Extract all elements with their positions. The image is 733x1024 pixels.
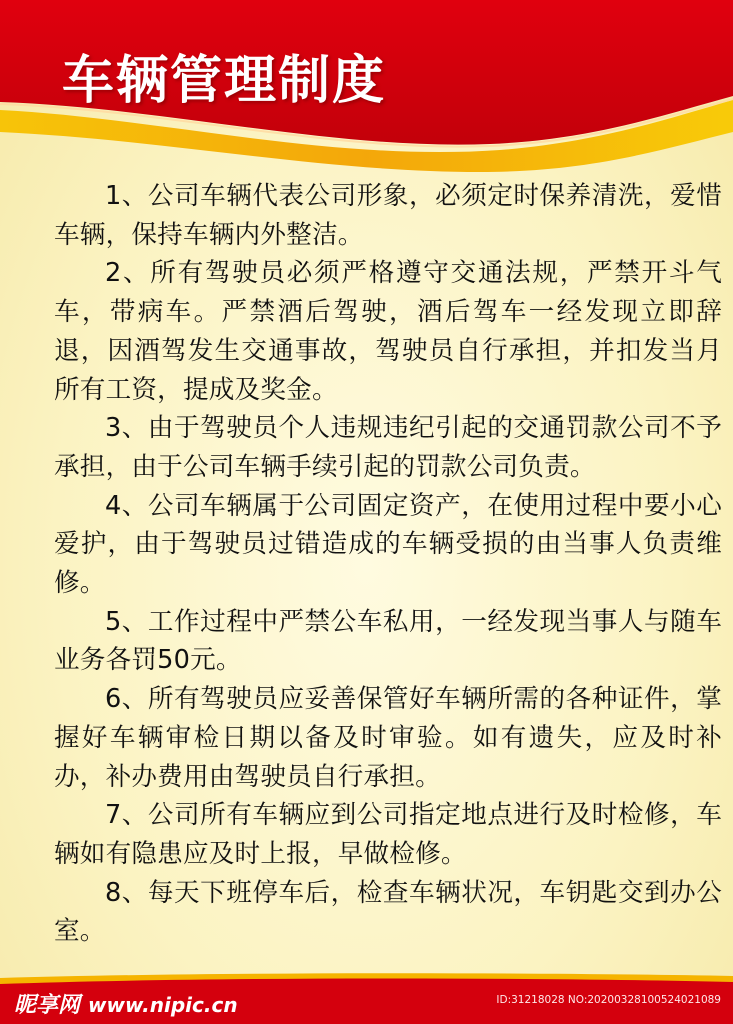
rule-item: 1、公司车辆代表公司形象，必须定时保养清洗，爱惜车辆，保持车辆内外整洁。 <box>54 181 722 250</box>
rule-item: 4、公司车辆属于公司固定资产，在使用过程中要小心爱护，由于驾驶员过错造成的车辆受损的由当事人负责维修。 <box>54 490 722 599</box>
page-title: 车辆管理制度 <box>62 51 387 111</box>
watermark-logo-text: 昵享网 <box>14 993 81 1018</box>
rule-item: 5、工作过程中严禁公车私用，一经发现当事人与随车业务各罚50元。 <box>54 606 722 676</box>
watermark-logo <box>14 988 238 1019</box>
watermark-id: ID:31218028 NO:20200328100524021089 <box>496 994 721 1006</box>
rules-body <box>54 177 722 951</box>
rule-item: 6、所有驾驶员应妥善保管好车辆所需的各种证件，掌握好车辆审检日期以备及时审验。如有遗失，应及时补办，补办费用由驾驶员自行承担。 <box>54 684 722 792</box>
rule-item: 2、所有驾驶员必须严格遵守交通法规，严禁开斗气车，带病车。严禁酒后驾驶，酒后驾车一经发现立即辞退，因酒驾发生交通事故，驾驶员自行承担，并扣发当月所有工资，提成及奖金。 <box>54 258 722 405</box>
rule-item: 8、每天下班停车后，检查车辆状况，车钥匙交到办公室。 <box>54 877 722 947</box>
watermark-url: www.nipic.cn <box>88 993 238 1017</box>
rule-item: 7、公司所有车辆应到公司指定地点进行及时检修，车辆如有隐患应及时上报，早做检修。 <box>54 800 722 869</box>
rule-item: 3、由于驾驶员个人违规违纪引起的交通罚款公司不予承担，由于公司车辆手续引起的罚款公司负责。 <box>54 413 722 482</box>
